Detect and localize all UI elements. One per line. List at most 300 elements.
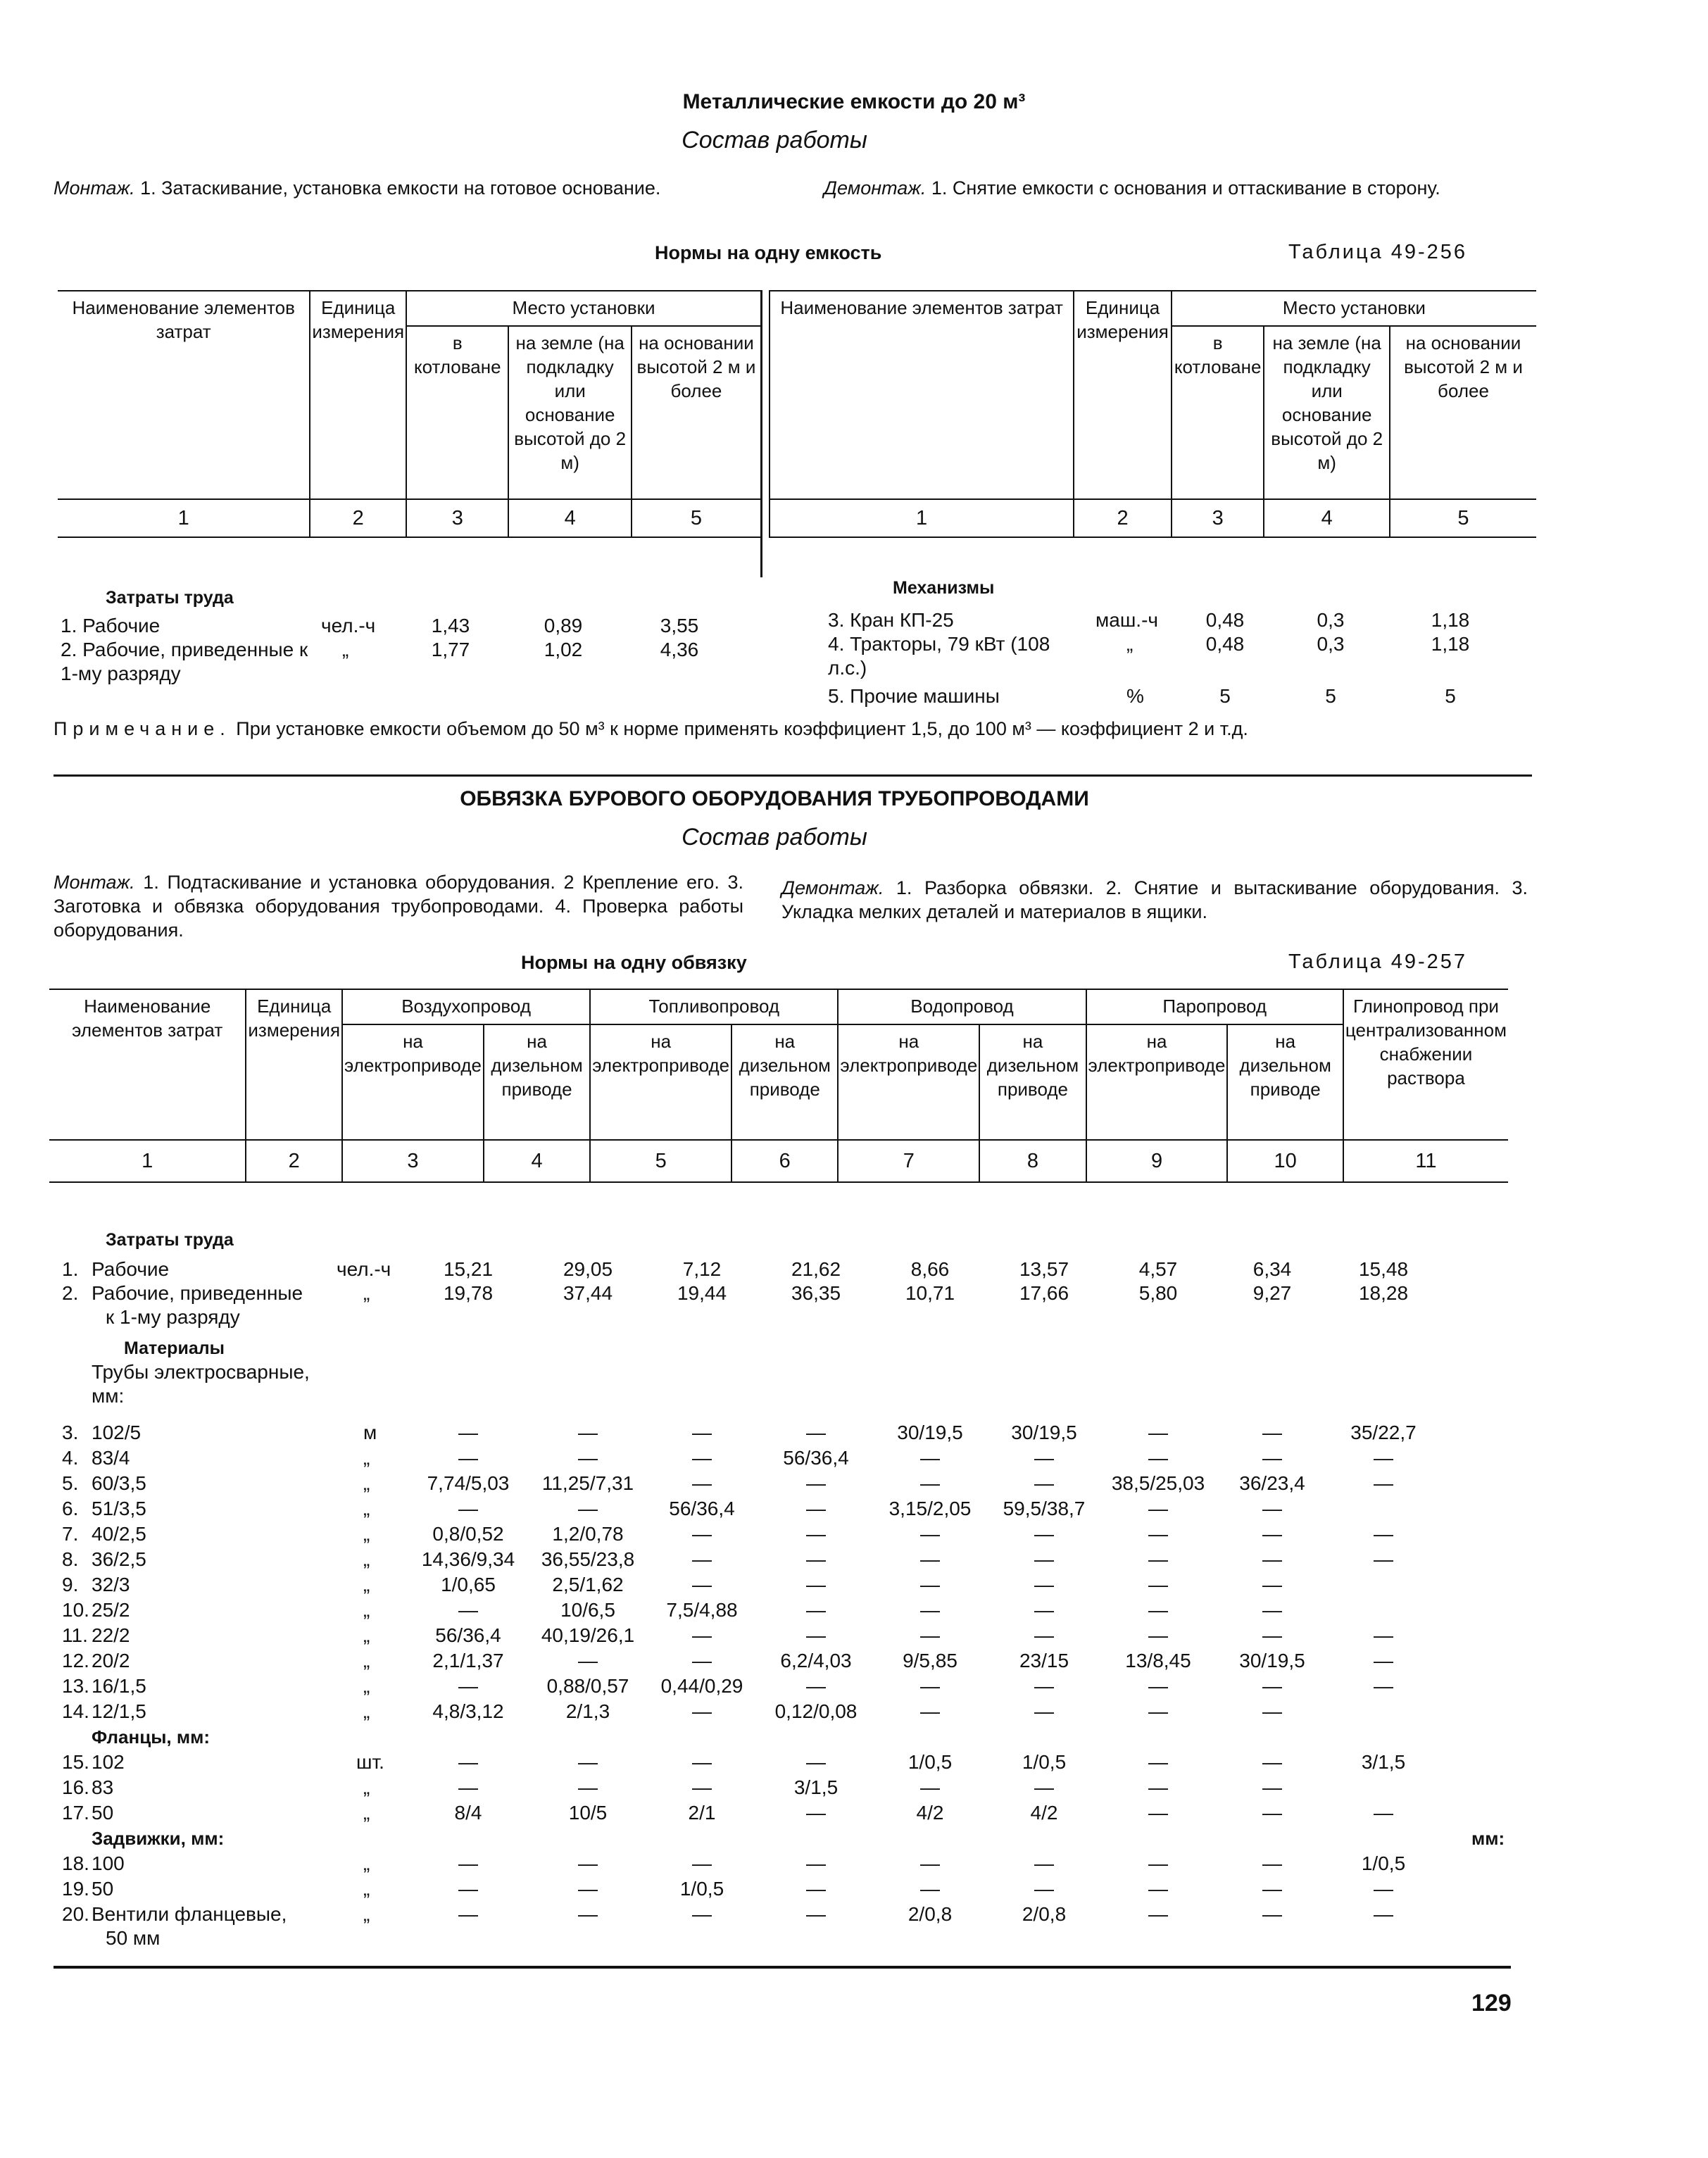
row-value: —: [578, 1498, 598, 1519]
row-value: 2,5/1,62: [552, 1574, 624, 1595]
row-value: —: [806, 1878, 826, 1900]
section1-note: [54, 717, 1532, 741]
row-value: 6,2/4,03: [780, 1650, 852, 1671]
row-name: 83: [92, 1776, 114, 1798]
row-value: —: [1034, 1548, 1054, 1570]
row-name: 16/1,5: [92, 1675, 146, 1697]
table-bottom-rule: [54, 1966, 1511, 1969]
row-value: —: [578, 1903, 598, 1925]
row-value: 30/19,5: [897, 1422, 963, 1443]
col-num: 7: [838, 1140, 979, 1182]
row-value: 4,8/3,12: [432, 1700, 504, 1722]
row-number: 15.: [62, 1751, 89, 1773]
row-value: 14,36/9,34: [421, 1548, 515, 1570]
row-value: —: [578, 1878, 598, 1900]
row-value: 2/1,3: [565, 1700, 610, 1722]
col-num: 4: [484, 1140, 590, 1182]
col-num: 4: [1264, 499, 1390, 537]
row-unit: „: [363, 1852, 370, 1874]
col-place-header: Место установки: [406, 291, 761, 326]
row-value: 0,48: [1205, 633, 1245, 655]
col-unit-header: Единица измерения: [1074, 291, 1172, 499]
row-value: —: [578, 1776, 598, 1798]
section1-title: Металлические емкости до 20 м³: [682, 90, 1026, 113]
group-label-labor: Затраты труда: [106, 588, 234, 608]
row-value: —: [806, 1903, 826, 1925]
col-num: 10: [1227, 1140, 1343, 1182]
row-name: 5. Прочие машины: [828, 685, 1000, 707]
row-value: —: [1034, 1447, 1054, 1469]
col-name-header: Наименование элементов затрат: [58, 291, 310, 499]
row-unit: „: [363, 1574, 370, 1595]
row-value: —: [1262, 1675, 1282, 1697]
row-value: 1/0,5: [1361, 1852, 1406, 1874]
row-value: 30/19,5: [1011, 1422, 1077, 1443]
col-diesel-header: на дизельном приводе: [484, 1024, 590, 1140]
row-value: 0,12/0,08: [774, 1700, 858, 1722]
row-number: 18.: [62, 1852, 89, 1874]
row-number: 5.: [62, 1472, 79, 1494]
row-value: —: [1262, 1878, 1282, 1900]
col-name-header: Наименование элементов затрат: [770, 291, 1074, 499]
row-unit: „: [363, 1548, 370, 1570]
row-name: 4. Тракторы, 79 кВт (108 л.с.): [828, 633, 1050, 679]
row-value: —: [692, 1472, 712, 1494]
section2-norms-caption: Нормы на одну обвязку: [521, 952, 747, 973]
col-kotlovan-header: в котловане: [1172, 326, 1264, 499]
row-value: —: [458, 1852, 478, 1874]
row-value: —: [1374, 1878, 1393, 1900]
row-value: —: [1148, 1878, 1168, 1900]
row-value: —: [806, 1422, 826, 1443]
row-name: Вентили фланцевые,: [92, 1903, 287, 1925]
row-value: 1/0,5: [908, 1751, 953, 1773]
col-num: 2: [310, 499, 406, 537]
row-value: 23/15: [1019, 1650, 1069, 1671]
col-elec-header: на электроприводе: [838, 1024, 979, 1140]
row-value: —: [806, 1624, 826, 1646]
row-name: 12/1,5: [92, 1700, 146, 1722]
row-value: 1,77: [431, 639, 470, 660]
row-value: 5: [1325, 685, 1336, 707]
row-value: 4/2: [916, 1802, 944, 1824]
row-value: 30/19,5: [1239, 1650, 1305, 1671]
row-value: 1/0,5: [679, 1878, 724, 1900]
row-number: 12.: [62, 1650, 89, 1671]
row-value: 59,5/38,7: [1003, 1498, 1086, 1519]
row-name: Рабочие, приведенные: [92, 1282, 303, 1304]
row-value: —: [458, 1675, 478, 1697]
row-value: —: [1034, 1523, 1054, 1545]
row-value: —: [1262, 1548, 1282, 1570]
row-value: —: [806, 1523, 826, 1545]
row-unit: чел.-ч: [321, 615, 376, 636]
row-value: 36/23,4: [1239, 1472, 1305, 1494]
mount-label: Монтаж.: [54, 872, 135, 893]
col-num: 4: [508, 499, 631, 537]
row-name: 2. Рабочие, приведенные к 1-му разряду: [61, 639, 308, 684]
row-number: 2.: [62, 1282, 79, 1304]
row-value: —: [458, 1422, 478, 1443]
row-value: 21,62: [791, 1258, 841, 1280]
row-value: 7,12: [682, 1258, 722, 1280]
section2-subtitle: Состав работы: [682, 824, 867, 851]
col-unit-header: Единица измерения: [310, 291, 406, 499]
col-elec-header: на электроприводе: [342, 1024, 484, 1140]
row-value: 35/22,7: [1350, 1422, 1417, 1443]
col-num: 6: [731, 1140, 838, 1182]
row-value: —: [1148, 1447, 1168, 1469]
row-name: 25/2: [92, 1599, 130, 1621]
row-name: 102/5: [92, 1422, 142, 1443]
row-value: —: [806, 1498, 826, 1519]
col-num: 1: [58, 499, 310, 537]
row-unit: „: [363, 1599, 370, 1621]
group-label-mechanisms: Механизмы: [893, 578, 995, 598]
row-value: —: [458, 1751, 478, 1773]
row-unit: „: [363, 1650, 370, 1671]
col-osnovanie-header: на основании высотой 2 м и более: [632, 326, 761, 499]
mount-label: Монтаж.: [54, 177, 135, 199]
section-divider: [54, 774, 1532, 777]
col-num: 8: [979, 1140, 1086, 1182]
row-value: —: [692, 1700, 712, 1722]
row-name: 83/4: [92, 1447, 130, 1469]
row-value: —: [1262, 1523, 1282, 1545]
row-value: 2,1/1,37: [432, 1650, 504, 1671]
section2-mount-paragraph: [54, 870, 743, 942]
section1-norms-caption: Нормы на одну емкость: [655, 242, 882, 263]
dismount-text: 1. Разборка обвязки. 2. Снятие и вытаскивание оборудования. 3. Укладка мелких деталей и материалов в ящики.: [781, 877, 1528, 922]
row-value: —: [806, 1675, 826, 1697]
row-value: 18,28: [1358, 1282, 1409, 1304]
row-value: 6,34: [1252, 1258, 1292, 1280]
table-49-257-header: [49, 989, 1508, 1183]
section2-table-number: Таблица 49-257: [1288, 951, 1468, 973]
row-number: 20.: [62, 1903, 89, 1925]
row-unit: чел.-ч: [337, 1258, 391, 1280]
row-value: —: [920, 1700, 940, 1722]
row-value: —: [1034, 1852, 1054, 1874]
col-diesel-header: на дизельном приводе: [979, 1024, 1086, 1140]
row-value: —: [1262, 1624, 1282, 1646]
row-value: —: [1034, 1700, 1054, 1722]
row-value: —: [806, 1852, 826, 1874]
row-name: 60/3,5: [92, 1472, 146, 1494]
group-clay-header: Глинопровод при централизованном снабжении раствора: [1343, 989, 1508, 1140]
row-value: 56/36,4: [435, 1624, 501, 1646]
row-value: —: [920, 1548, 940, 1570]
row-unit: „: [363, 1700, 370, 1722]
row-value: 0,44/0,29: [660, 1675, 743, 1697]
section1-dismount-paragraph: [824, 176, 1528, 200]
group-label-pipes: Трубы электросварные, мм:: [92, 1361, 310, 1407]
row-value: 8,66: [910, 1258, 950, 1280]
row-number: 7.: [62, 1523, 79, 1545]
row-value: 9/5,85: [903, 1650, 957, 1671]
row-value: —: [920, 1523, 940, 1545]
col-elec-header: на электроприводе: [1086, 1024, 1228, 1140]
row-value: —: [1148, 1700, 1168, 1722]
row-value: —: [1148, 1852, 1168, 1874]
col-name-header: Наименование элементов затрат: [49, 989, 246, 1140]
row-value: 1/0,5: [1022, 1751, 1067, 1773]
col-unit-header: Единица измерения: [246, 989, 342, 1140]
row-value: 0,89: [544, 615, 583, 636]
row-value: 0,88/0,57: [546, 1675, 629, 1697]
col-diesel-header: на дизельном приводе: [1227, 1024, 1343, 1140]
row-value: 19,78: [443, 1282, 494, 1304]
row-number: 4.: [62, 1447, 79, 1469]
row-value: —: [578, 1650, 598, 1671]
row-value: 0,48: [1205, 609, 1245, 631]
row-value: 13,57: [1019, 1258, 1069, 1280]
group-label-materials: Материалы: [124, 1338, 225, 1358]
col-num: 3: [406, 499, 508, 537]
row-value: —: [806, 1802, 826, 1824]
dismount-label: Демонтаж.: [824, 177, 927, 199]
row-value: 29,05: [563, 1258, 613, 1280]
row-value: 17,66: [1019, 1282, 1069, 1304]
row-value: 4,36: [660, 639, 699, 660]
mount-text: 1. Затаскивание, установка емкости на готовое основание.: [134, 177, 661, 199]
row-value: —: [1262, 1498, 1282, 1519]
note-text: При установке емкости объемом до 50 м³ к норме применять коэффициент 1,5, до 100 м³ — коэффициент 2 и т.д.: [236, 718, 1248, 739]
row-value: 2/0,8: [908, 1903, 953, 1925]
row-value: —: [1262, 1903, 1282, 1925]
col-num: 2: [1074, 499, 1172, 537]
row-value: —: [920, 1878, 940, 1900]
row-number: 10.: [62, 1599, 89, 1621]
row-value: 15,48: [1358, 1258, 1409, 1280]
row-value: —: [1374, 1523, 1393, 1545]
group-label-flanges: Фланцы, мм:: [92, 1726, 210, 1748]
row-value: —: [578, 1422, 598, 1443]
row-value: —: [1148, 1574, 1168, 1595]
row-value: —: [920, 1599, 940, 1621]
row-name: 102: [92, 1751, 125, 1773]
row-name: 40/2,5: [92, 1523, 146, 1545]
row-value: —: [458, 1599, 478, 1621]
row-value: —: [692, 1751, 712, 1773]
row-value: —: [1148, 1776, 1168, 1798]
row-value: —: [1262, 1700, 1282, 1722]
row-value: —: [1262, 1447, 1282, 1469]
row-value: 2/0,8: [1022, 1903, 1067, 1925]
row-value: 5: [1445, 685, 1456, 707]
row-value: —: [1148, 1903, 1168, 1925]
row-value: 15,21: [443, 1258, 494, 1280]
section2-title: ОБВЯЗКА БУРОВОГО ОБОРУДОВАНИЯ ТРУБОПРОВОДАМИ: [460, 787, 1089, 810]
row-value: —: [1034, 1675, 1054, 1697]
row-name: 100: [92, 1852, 125, 1874]
col-elec-header: на электроприводе: [590, 1024, 731, 1140]
row-value: 1,18: [1431, 633, 1470, 655]
section1-subtitle: Состав работы: [682, 127, 867, 153]
row-unit: „: [363, 1878, 370, 1900]
row-name: 36/2,5: [92, 1548, 146, 1570]
row-value: —: [1262, 1802, 1282, 1824]
col-diesel-header: на дизельном приводе: [731, 1024, 838, 1140]
row-name: 22/2: [92, 1624, 130, 1646]
row-value: 13/8,45: [1125, 1650, 1191, 1671]
row-unit: м: [363, 1422, 377, 1443]
col-kotlovan-header: в котловане: [406, 326, 508, 499]
row-value: 40,19/26,1: [541, 1624, 635, 1646]
table-49-256-right-header: [769, 290, 1536, 538]
row-number: 13.: [62, 1675, 89, 1697]
page-number: 129: [1471, 1990, 1512, 2016]
col-zemle-header: на земле (на подкладку или основание высотой до 2 м): [508, 326, 631, 499]
row-value: —: [1034, 1574, 1054, 1595]
row-name-continued: 50 мм: [106, 1927, 161, 1949]
row-value: —: [920, 1574, 940, 1595]
row-value: —: [1374, 1650, 1393, 1671]
row-unit: „: [363, 1624, 370, 1646]
col-num: 3: [342, 1140, 484, 1182]
col-num: 5: [1390, 499, 1536, 537]
section1-table-number: Таблица 49-256: [1288, 241, 1468, 263]
row-value: —: [458, 1498, 478, 1519]
row-value: 1,43: [431, 615, 470, 636]
row-name: Рабочие: [92, 1258, 170, 1280]
row-unit: маш.-ч: [1095, 609, 1158, 631]
row-value: —: [692, 1447, 712, 1469]
row-number: 9.: [62, 1574, 79, 1595]
col-zemle-header: на земле (на подкладку или основание высотой до 2 м): [1264, 326, 1390, 499]
row-value: —: [692, 1776, 712, 1798]
mount-text: 1. Подтаскивание и установка оборудования. 2 Крепление его. 3. Заготовка и обвязка оборудования трубопроводами. 4. Проверка работы оборудования.: [54, 872, 743, 941]
row-value: 4,57: [1138, 1258, 1178, 1280]
row-value: 3/1,5: [793, 1776, 839, 1798]
row-value: 1,02: [544, 639, 583, 660]
row-unit: „: [363, 1498, 370, 1519]
col-num: 2: [246, 1140, 342, 1182]
row-value: 56/36,4: [669, 1498, 735, 1519]
group-steam-header: Паропровод: [1086, 989, 1343, 1024]
row-value: —: [1262, 1852, 1282, 1874]
row-value: 56/36,4: [783, 1447, 849, 1469]
row-value: —: [692, 1574, 712, 1595]
double-divider: [760, 290, 762, 577]
row-value: 5: [1219, 685, 1231, 707]
row-value: —: [458, 1903, 478, 1925]
row-unit: %: [1126, 685, 1144, 707]
row-value: —: [920, 1675, 940, 1697]
row-value: 38,5/25,03: [1111, 1472, 1205, 1494]
row-value: 5,80: [1138, 1282, 1178, 1304]
group-fuel-header: Топливопровод: [590, 989, 838, 1024]
row-name: 1. Рабочие: [61, 615, 161, 636]
row-value: 0,8/0,52: [432, 1523, 504, 1545]
row-value: —: [1148, 1599, 1168, 1621]
row-value: 19,44: [677, 1282, 727, 1304]
col-num: 1: [770, 499, 1074, 537]
row-value: 1/0,65: [441, 1574, 496, 1595]
col-num: 1: [49, 1140, 246, 1182]
row-value: 7,5/4,88: [666, 1599, 738, 1621]
row-value: —: [920, 1624, 940, 1646]
row-value: —: [1148, 1422, 1168, 1443]
row-value: —: [1034, 1878, 1054, 1900]
row-value: —: [692, 1650, 712, 1671]
row-value: —: [920, 1776, 940, 1798]
row-value: —: [692, 1548, 712, 1570]
group-label-labor: Затраты труда: [106, 1230, 234, 1250]
row-value: —: [1034, 1776, 1054, 1798]
row-value: —: [1262, 1422, 1282, 1443]
row-value: 4/2: [1030, 1802, 1058, 1824]
row-unit: „: [363, 1282, 370, 1304]
row-number: 6.: [62, 1498, 79, 1519]
col-num: 3: [1172, 499, 1264, 537]
row-value: —: [692, 1422, 712, 1443]
row-name: 50: [92, 1878, 114, 1900]
row-value: —: [1374, 1447, 1393, 1469]
row-value: —: [458, 1447, 478, 1469]
row-unit: „: [363, 1472, 370, 1494]
row-name: 51/3,5: [92, 1498, 146, 1519]
row-number: 11.: [62, 1624, 88, 1646]
row-unit: „: [1126, 633, 1134, 655]
row-value: 1,18: [1431, 609, 1470, 631]
row-unit: „: [363, 1523, 370, 1545]
row-value: 36,35: [791, 1282, 841, 1304]
row-value: 37,44: [563, 1282, 613, 1304]
section2-dismount-paragraph: [781, 876, 1528, 924]
row-name: 50: [92, 1802, 114, 1824]
row-value: —: [920, 1852, 940, 1874]
row-value: —: [920, 1447, 940, 1469]
row-unit: „: [363, 1903, 370, 1925]
col-place-header: Место установки: [1172, 291, 1536, 326]
row-value: —: [1148, 1675, 1168, 1697]
row-value: —: [1374, 1802, 1393, 1824]
row-value: —: [920, 1472, 940, 1494]
row-value: —: [806, 1751, 826, 1773]
row-name: 32/3: [92, 1574, 130, 1595]
row-value: 10,71: [905, 1282, 955, 1304]
col-num: 5: [590, 1140, 731, 1182]
row-value: 9,27: [1252, 1282, 1292, 1304]
row-value: —: [1262, 1776, 1282, 1798]
row-value: —: [1034, 1472, 1054, 1494]
row-value: —: [1034, 1599, 1054, 1621]
row-value: —: [1374, 1472, 1393, 1494]
row-value: —: [692, 1523, 712, 1545]
group-label-valves: Задвижки, мм:: [92, 1828, 225, 1849]
row-value: 0,3: [1317, 633, 1345, 655]
row-value: 3/1,5: [1361, 1751, 1406, 1773]
col-num: 5: [632, 499, 761, 537]
row-value: 3,15/2,05: [888, 1498, 972, 1519]
row-value: —: [806, 1472, 826, 1494]
row-value: 7,74/5,03: [427, 1472, 510, 1494]
row-unit: шт.: [356, 1751, 384, 1773]
row-value: 2/1: [688, 1802, 716, 1824]
row-value: —: [1148, 1548, 1168, 1570]
col-num: 9: [1086, 1140, 1228, 1182]
group-label-mm: мм:: [1471, 1828, 1505, 1849]
row-unit: „: [363, 1675, 370, 1697]
row-value: —: [1034, 1624, 1054, 1646]
group-air-header: Воздухопровод: [342, 989, 590, 1024]
row-value: —: [458, 1776, 478, 1798]
group-water-header: Водопровод: [838, 989, 1086, 1024]
row-value: —: [1148, 1523, 1168, 1545]
row-value: 10/6,5: [560, 1599, 615, 1621]
row-value: —: [1374, 1548, 1393, 1570]
